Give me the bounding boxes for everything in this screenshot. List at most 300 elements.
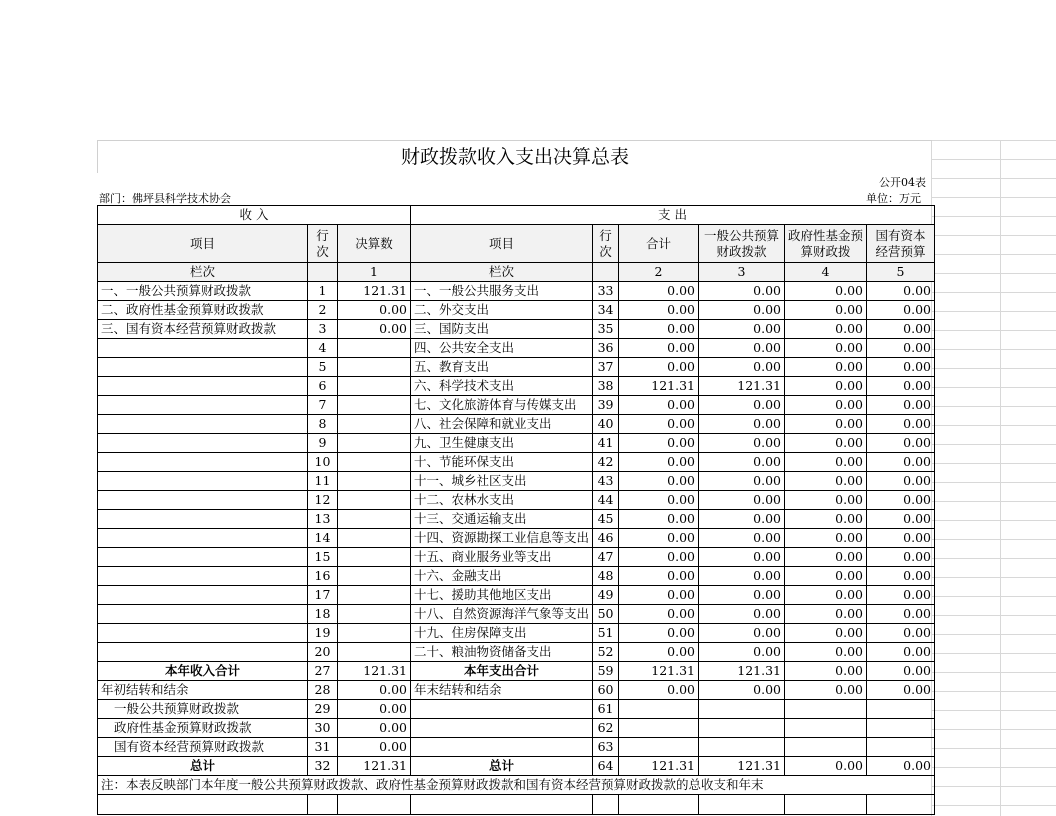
- expense-item: 十九、住房保障支出: [411, 624, 593, 643]
- table-row: [98, 358, 935, 377]
- expense-fund: 0.00: [785, 358, 867, 377]
- table-row: [98, 624, 935, 643]
- expense-row-number: 36: [593, 339, 619, 358]
- income-value: [338, 529, 411, 548]
- expense-fund: 0.00: [785, 434, 867, 453]
- end-carryover-label: 年末结转和结余: [411, 681, 593, 700]
- income-item: [98, 510, 308, 529]
- expense-fund: 0.00: [785, 472, 867, 491]
- income-item: [98, 434, 308, 453]
- expense-row-number: 50: [593, 605, 619, 624]
- income-row-number: 18: [308, 605, 338, 624]
- column-header-row: [98, 225, 935, 263]
- row-number: 64: [593, 757, 619, 776]
- expense-general: 0.00: [699, 510, 785, 529]
- expense-row-number: 34: [593, 301, 619, 320]
- expense-total: 0.00: [619, 586, 699, 605]
- year-income-value: 121.31: [338, 662, 411, 681]
- income-row-number: 14: [308, 529, 338, 548]
- income-value: [338, 472, 411, 491]
- income-item: [98, 605, 308, 624]
- blank-cell: [867, 738, 935, 757]
- carryover-sub-row: [98, 719, 935, 738]
- income-value: [338, 434, 411, 453]
- expense-column-label: 栏次: [411, 263, 593, 282]
- income-item-header: 项目: [98, 225, 308, 263]
- state-capital-header: 国有资本经营预算: [867, 225, 935, 263]
- income-row-number: 5: [308, 358, 338, 377]
- blank-cell: [411, 719, 593, 738]
- col2-number: 2: [619, 263, 699, 282]
- sub-general-label: 一般公共预算财政拨款: [98, 700, 308, 719]
- expense-row-number: 37: [593, 358, 619, 377]
- expense-item: 十五、商业服务业等支出: [411, 548, 593, 567]
- blank-cell: [308, 263, 338, 282]
- expense-capital: 0.00: [867, 548, 935, 567]
- expense-general: 0.00: [699, 586, 785, 605]
- income-item: 二、政府性基金预算财政拨款: [98, 301, 308, 320]
- expense-total: 0.00: [619, 491, 699, 510]
- expense-capital: 0.00: [867, 339, 935, 358]
- budget-table: [97, 205, 935, 815]
- income-column-label: 栏次: [98, 263, 308, 282]
- table-row: [98, 301, 935, 320]
- expense-item: 一、一般公共服务支出: [411, 282, 593, 301]
- expense-general: 0.00: [699, 605, 785, 624]
- grand-expense-capital: 0.00: [867, 757, 935, 776]
- expense-fund: 0.00: [785, 567, 867, 586]
- year-expense-total: 121.31: [619, 662, 699, 681]
- expense-fund: 0.00: [785, 301, 867, 320]
- expense-item: 二十、粮油物资储备支出: [411, 643, 593, 662]
- blank-cell: [699, 719, 785, 738]
- general-budget-header: 一般公共预算财政拨款: [699, 225, 785, 263]
- expense-fund: 0.00: [785, 586, 867, 605]
- expense-row-number: 48: [593, 567, 619, 586]
- table-row: [98, 282, 935, 301]
- table-row: [98, 453, 935, 472]
- income-value: [338, 415, 411, 434]
- expense-general: 0.00: [699, 548, 785, 567]
- blank-cell: [593, 263, 619, 282]
- blank-cell: [867, 700, 935, 719]
- col4-number: 4: [785, 263, 867, 282]
- expense-general: 0.00: [699, 415, 785, 434]
- table-row: [98, 548, 935, 567]
- income-item: [98, 548, 308, 567]
- expense-row-number: 33: [593, 282, 619, 301]
- carryover-sub-row: [98, 700, 935, 719]
- expense-item: 十七、援助其他地区支出: [411, 586, 593, 605]
- income-section-header: 收 入: [98, 206, 411, 225]
- blank-cell: [619, 719, 699, 738]
- expense-general: 0.00: [699, 567, 785, 586]
- expense-item: 八、社会保障和就业支出: [411, 415, 593, 434]
- income-row-number: 11: [308, 472, 338, 491]
- expense-capital: 0.00: [867, 301, 935, 320]
- expense-total: 0.00: [619, 567, 699, 586]
- expense-capital: 0.00: [867, 282, 935, 301]
- income-row-number: 3: [308, 320, 338, 339]
- expense-item: 十、节能环保支出: [411, 453, 593, 472]
- income-value: [338, 453, 411, 472]
- expense-capital: 0.00: [867, 358, 935, 377]
- col1-number: 1: [338, 263, 411, 282]
- table-row: [98, 472, 935, 491]
- expense-general: 0.00: [699, 358, 785, 377]
- empty-row: [98, 795, 935, 815]
- income-row-number: 6: [308, 377, 338, 396]
- expense-fund: 0.00: [785, 415, 867, 434]
- expense-item: 十二、农林水支出: [411, 491, 593, 510]
- blank-cell: [98, 795, 308, 815]
- expense-total: 0.00: [619, 434, 699, 453]
- year-expense-label: 本年支出合计: [411, 662, 593, 681]
- begin-carryover-value: 0.00: [338, 681, 411, 700]
- expense-fund: 0.00: [785, 339, 867, 358]
- income-value: [338, 339, 411, 358]
- expense-general: 0.00: [699, 491, 785, 510]
- expense-fund: 0.00: [785, 396, 867, 415]
- end-carryover-total: 0.00: [619, 681, 699, 700]
- income-item: [98, 529, 308, 548]
- table-row: [98, 377, 935, 396]
- table-row: [98, 529, 935, 548]
- blank-cell: [619, 795, 699, 815]
- expense-general: 0.00: [699, 624, 785, 643]
- expense-capital: 0.00: [867, 586, 935, 605]
- income-value: [338, 510, 411, 529]
- sub-fund-value: 0.00: [338, 719, 411, 738]
- expense-general: 0.00: [699, 643, 785, 662]
- row-number: 61: [593, 700, 619, 719]
- blank-cell: [619, 738, 699, 757]
- income-value: [338, 586, 411, 605]
- table-row: [98, 510, 935, 529]
- expense-capital: 0.00: [867, 453, 935, 472]
- blank-cell: [785, 738, 867, 757]
- year-expense-general: 121.31: [699, 662, 785, 681]
- expense-capital: 0.00: [867, 529, 935, 548]
- expense-fund: 0.00: [785, 510, 867, 529]
- blank-cell: [338, 795, 411, 815]
- expense-fund: 0.00: [785, 453, 867, 472]
- grand-income-label: 总计: [98, 757, 308, 776]
- department-label: 部门：佛坪县科学技术协会: [99, 192, 231, 205]
- expense-item: 九、卫生健康支出: [411, 434, 593, 453]
- income-item: [98, 586, 308, 605]
- income-rowno-header: 行次: [308, 225, 338, 263]
- row-number: 28: [308, 681, 338, 700]
- income-value: 0.00: [338, 301, 411, 320]
- expense-row-number: 40: [593, 415, 619, 434]
- expense-row-number: 46: [593, 529, 619, 548]
- blank-cell: [785, 700, 867, 719]
- note-row: [98, 776, 935, 795]
- blank-cell: [867, 719, 935, 738]
- expense-capital: 0.00: [867, 415, 935, 434]
- expense-general: 0.00: [699, 434, 785, 453]
- income-item: [98, 396, 308, 415]
- expense-fund: 0.00: [785, 491, 867, 510]
- income-item: [98, 472, 308, 491]
- row-number: 27: [308, 662, 338, 681]
- year-expense-fund: 0.00: [785, 662, 867, 681]
- expense-capital: 0.00: [867, 491, 935, 510]
- income-item: [98, 453, 308, 472]
- income-item: [98, 339, 308, 358]
- blank-cell: [619, 700, 699, 719]
- income-row-number: 8: [308, 415, 338, 434]
- expense-row-number: 47: [593, 548, 619, 567]
- footnote: 注：本表反映部门本年度一般公共预算财政拨款、政府性基金预算财政拨款和国有资本经营预算财政拨款的总收支和年末: [98, 776, 867, 795]
- expense-general: 0.00: [699, 472, 785, 491]
- table-row: [98, 586, 935, 605]
- expense-general: 121.31: [699, 377, 785, 396]
- expense-total: 121.31: [619, 377, 699, 396]
- expense-capital: 0.00: [867, 605, 935, 624]
- expense-total: 0.00: [619, 320, 699, 339]
- report-title: 财政拨款收入支出决算总表: [97, 140, 932, 173]
- income-value: [338, 548, 411, 567]
- expense-fund: 0.00: [785, 320, 867, 339]
- income-row-number: 1: [308, 282, 338, 301]
- income-value: [338, 643, 411, 662]
- income-row-number: 20: [308, 643, 338, 662]
- expense-total: 0.00: [619, 624, 699, 643]
- income-item: [98, 491, 308, 510]
- blank-cell: [411, 738, 593, 757]
- expense-total: 0.00: [619, 529, 699, 548]
- expense-row-number: 35: [593, 320, 619, 339]
- expense-row-number: 44: [593, 491, 619, 510]
- expense-total: 0.00: [619, 301, 699, 320]
- begin-carryover-label: 年初结转和结余: [98, 681, 308, 700]
- expense-row-number: 49: [593, 586, 619, 605]
- row-number: 60: [593, 681, 619, 700]
- expense-row-number: 41: [593, 434, 619, 453]
- expense-capital: 0.00: [867, 472, 935, 491]
- sub-capital-value: 0.00: [338, 738, 411, 757]
- total-header: 合计: [619, 225, 699, 263]
- grand-total-row: [98, 757, 935, 776]
- grand-expense-label: 总计: [411, 757, 593, 776]
- expense-row-number: 43: [593, 472, 619, 491]
- expense-total: 0.00: [619, 510, 699, 529]
- expense-total: 0.00: [619, 453, 699, 472]
- income-row-number: 2: [308, 301, 338, 320]
- row-number: 62: [593, 719, 619, 738]
- blank-cell: [867, 776, 935, 795]
- income-item: 三、国有资本经营预算财政拨款: [98, 320, 308, 339]
- col5-number: 5: [867, 263, 935, 282]
- end-carryover-capital: 0.00: [867, 681, 935, 700]
- income-item: [98, 567, 308, 586]
- row-number: 30: [308, 719, 338, 738]
- blank-cell: [867, 795, 935, 815]
- row-number: 63: [593, 738, 619, 757]
- section-header-row: [98, 206, 935, 225]
- expense-item-header: 项目: [411, 225, 593, 263]
- income-row-number: 13: [308, 510, 338, 529]
- income-item: [98, 643, 308, 662]
- row-number: 59: [593, 662, 619, 681]
- year-total-row: [98, 662, 935, 681]
- expense-general: 0.00: [699, 529, 785, 548]
- expense-item: 十八、自然资源海洋气象等支出: [411, 605, 593, 624]
- expense-item: 十三、交通运输支出: [411, 510, 593, 529]
- expense-item: 十四、资源勘探工业信息等支出: [411, 529, 593, 548]
- expense-total: 0.00: [619, 548, 699, 567]
- expense-item: 五、教育支出: [411, 358, 593, 377]
- income-value: [338, 624, 411, 643]
- unit-label: 单位：万元: [866, 192, 921, 205]
- expense-item: 六、科学技术支出: [411, 377, 593, 396]
- income-row-number: 7: [308, 396, 338, 415]
- table-row: [98, 320, 935, 339]
- expense-total: 0.00: [619, 643, 699, 662]
- sub-fund-label: 政府性基金预算财政拨款: [98, 719, 308, 738]
- expense-total: 0.00: [619, 605, 699, 624]
- expense-capital: 0.00: [867, 643, 935, 662]
- sub-general-value: 0.00: [338, 700, 411, 719]
- expense-item: 十一、城乡社区支出: [411, 472, 593, 491]
- spreadsheet-gridlines: [931, 140, 1056, 816]
- expense-total: 0.00: [619, 472, 699, 491]
- grand-expense-fund: 0.00: [785, 757, 867, 776]
- expense-capital: 0.00: [867, 624, 935, 643]
- income-row-number: 10: [308, 453, 338, 472]
- table-row: [98, 415, 935, 434]
- carryover-row: [98, 681, 935, 700]
- expense-fund: 0.00: [785, 529, 867, 548]
- expense-row-number: 51: [593, 624, 619, 643]
- table-row: [98, 396, 935, 415]
- expense-item: 七、文化旅游体育与传媒支出: [411, 396, 593, 415]
- end-carryover-general: 0.00: [699, 681, 785, 700]
- grand-expense-total: 121.31: [619, 757, 699, 776]
- expense-item: 十六、金融支出: [411, 567, 593, 586]
- blank-cell: [308, 795, 338, 815]
- expense-capital: 0.00: [867, 320, 935, 339]
- expense-fund: 0.00: [785, 624, 867, 643]
- expense-general: 0.00: [699, 453, 785, 472]
- carryover-sub-row: [98, 738, 935, 757]
- gov-fund-header: 政府性基金预算财政拨: [785, 225, 867, 263]
- income-row-number: 4: [308, 339, 338, 358]
- income-row-number: 15: [308, 548, 338, 567]
- expense-total: 0.00: [619, 358, 699, 377]
- row-number: 31: [308, 738, 338, 757]
- expense-total: 0.00: [619, 339, 699, 358]
- expense-fund: 0.00: [785, 605, 867, 624]
- income-value: [338, 377, 411, 396]
- blank-cell: [699, 700, 785, 719]
- table-row: [98, 434, 935, 453]
- expense-item: 二、外交支出: [411, 301, 593, 320]
- expense-item: 三、国防支出: [411, 320, 593, 339]
- expense-row-number: 38: [593, 377, 619, 396]
- grand-income-value: 121.31: [338, 757, 411, 776]
- expense-capital: 0.00: [867, 567, 935, 586]
- expense-item: 四、公共安全支出: [411, 339, 593, 358]
- form-code: 公开04表: [879, 176, 926, 189]
- expense-general: 0.00: [699, 339, 785, 358]
- income-item: [98, 377, 308, 396]
- blank-cell: [411, 795, 593, 815]
- expense-fund: 0.00: [785, 643, 867, 662]
- table-row: [98, 605, 935, 624]
- column-number-row: [98, 263, 935, 282]
- final-amount-header: 决算数: [338, 225, 411, 263]
- expense-capital: 0.00: [867, 396, 935, 415]
- income-row-number: 12: [308, 491, 338, 510]
- expense-fund: 0.00: [785, 548, 867, 567]
- end-carryover-fund: 0.00: [785, 681, 867, 700]
- income-value: 121.31: [338, 282, 411, 301]
- table-row: [98, 643, 935, 662]
- expense-row-number: 39: [593, 396, 619, 415]
- blank-cell: [593, 795, 619, 815]
- grand-expense-general: 121.31: [699, 757, 785, 776]
- blank-cell: [699, 795, 785, 815]
- blank-cell: [785, 719, 867, 738]
- expense-capital: 0.00: [867, 377, 935, 396]
- income-value: [338, 491, 411, 510]
- expense-capital: 0.00: [867, 434, 935, 453]
- table-row: [98, 567, 935, 586]
- expense-general: 0.00: [699, 282, 785, 301]
- income-row-number: 16: [308, 567, 338, 586]
- expense-general: 0.00: [699, 301, 785, 320]
- expense-general: 0.00: [699, 396, 785, 415]
- year-income-label: 本年收入合计: [98, 662, 308, 681]
- expense-rowno-header: 行次: [593, 225, 619, 263]
- income-row-number: 9: [308, 434, 338, 453]
- expense-capital: 0.00: [867, 510, 935, 529]
- expense-row-number: 45: [593, 510, 619, 529]
- expense-row-number: 42: [593, 453, 619, 472]
- table-row: [98, 491, 935, 510]
- expense-fund: 0.00: [785, 377, 867, 396]
- blank-cell: [699, 738, 785, 757]
- expense-row-number: 52: [593, 643, 619, 662]
- income-item: [98, 358, 308, 377]
- sub-capital-label: 国有资本经营预算财政拨款: [98, 738, 308, 757]
- expense-general: 0.00: [699, 320, 785, 339]
- income-value: [338, 358, 411, 377]
- income-value: 0.00: [338, 320, 411, 339]
- income-row-number: 17: [308, 586, 338, 605]
- expense-total: 0.00: [619, 396, 699, 415]
- blank-cell: [411, 700, 593, 719]
- income-value: [338, 396, 411, 415]
- table-row: [98, 339, 935, 358]
- year-expense-capital: 0.00: [867, 662, 935, 681]
- income-item: 一、一般公共预算财政拨款: [98, 282, 308, 301]
- row-number: 32: [308, 757, 338, 776]
- income-value: [338, 567, 411, 586]
- expense-fund: 0.00: [785, 282, 867, 301]
- expense-section-header: 支 出: [411, 206, 935, 225]
- expense-total: 0.00: [619, 415, 699, 434]
- blank-cell: [785, 795, 867, 815]
- income-item: [98, 624, 308, 643]
- expense-total: 0.00: [619, 282, 699, 301]
- row-number: 29: [308, 700, 338, 719]
- income-row-number: 19: [308, 624, 338, 643]
- income-item: [98, 415, 308, 434]
